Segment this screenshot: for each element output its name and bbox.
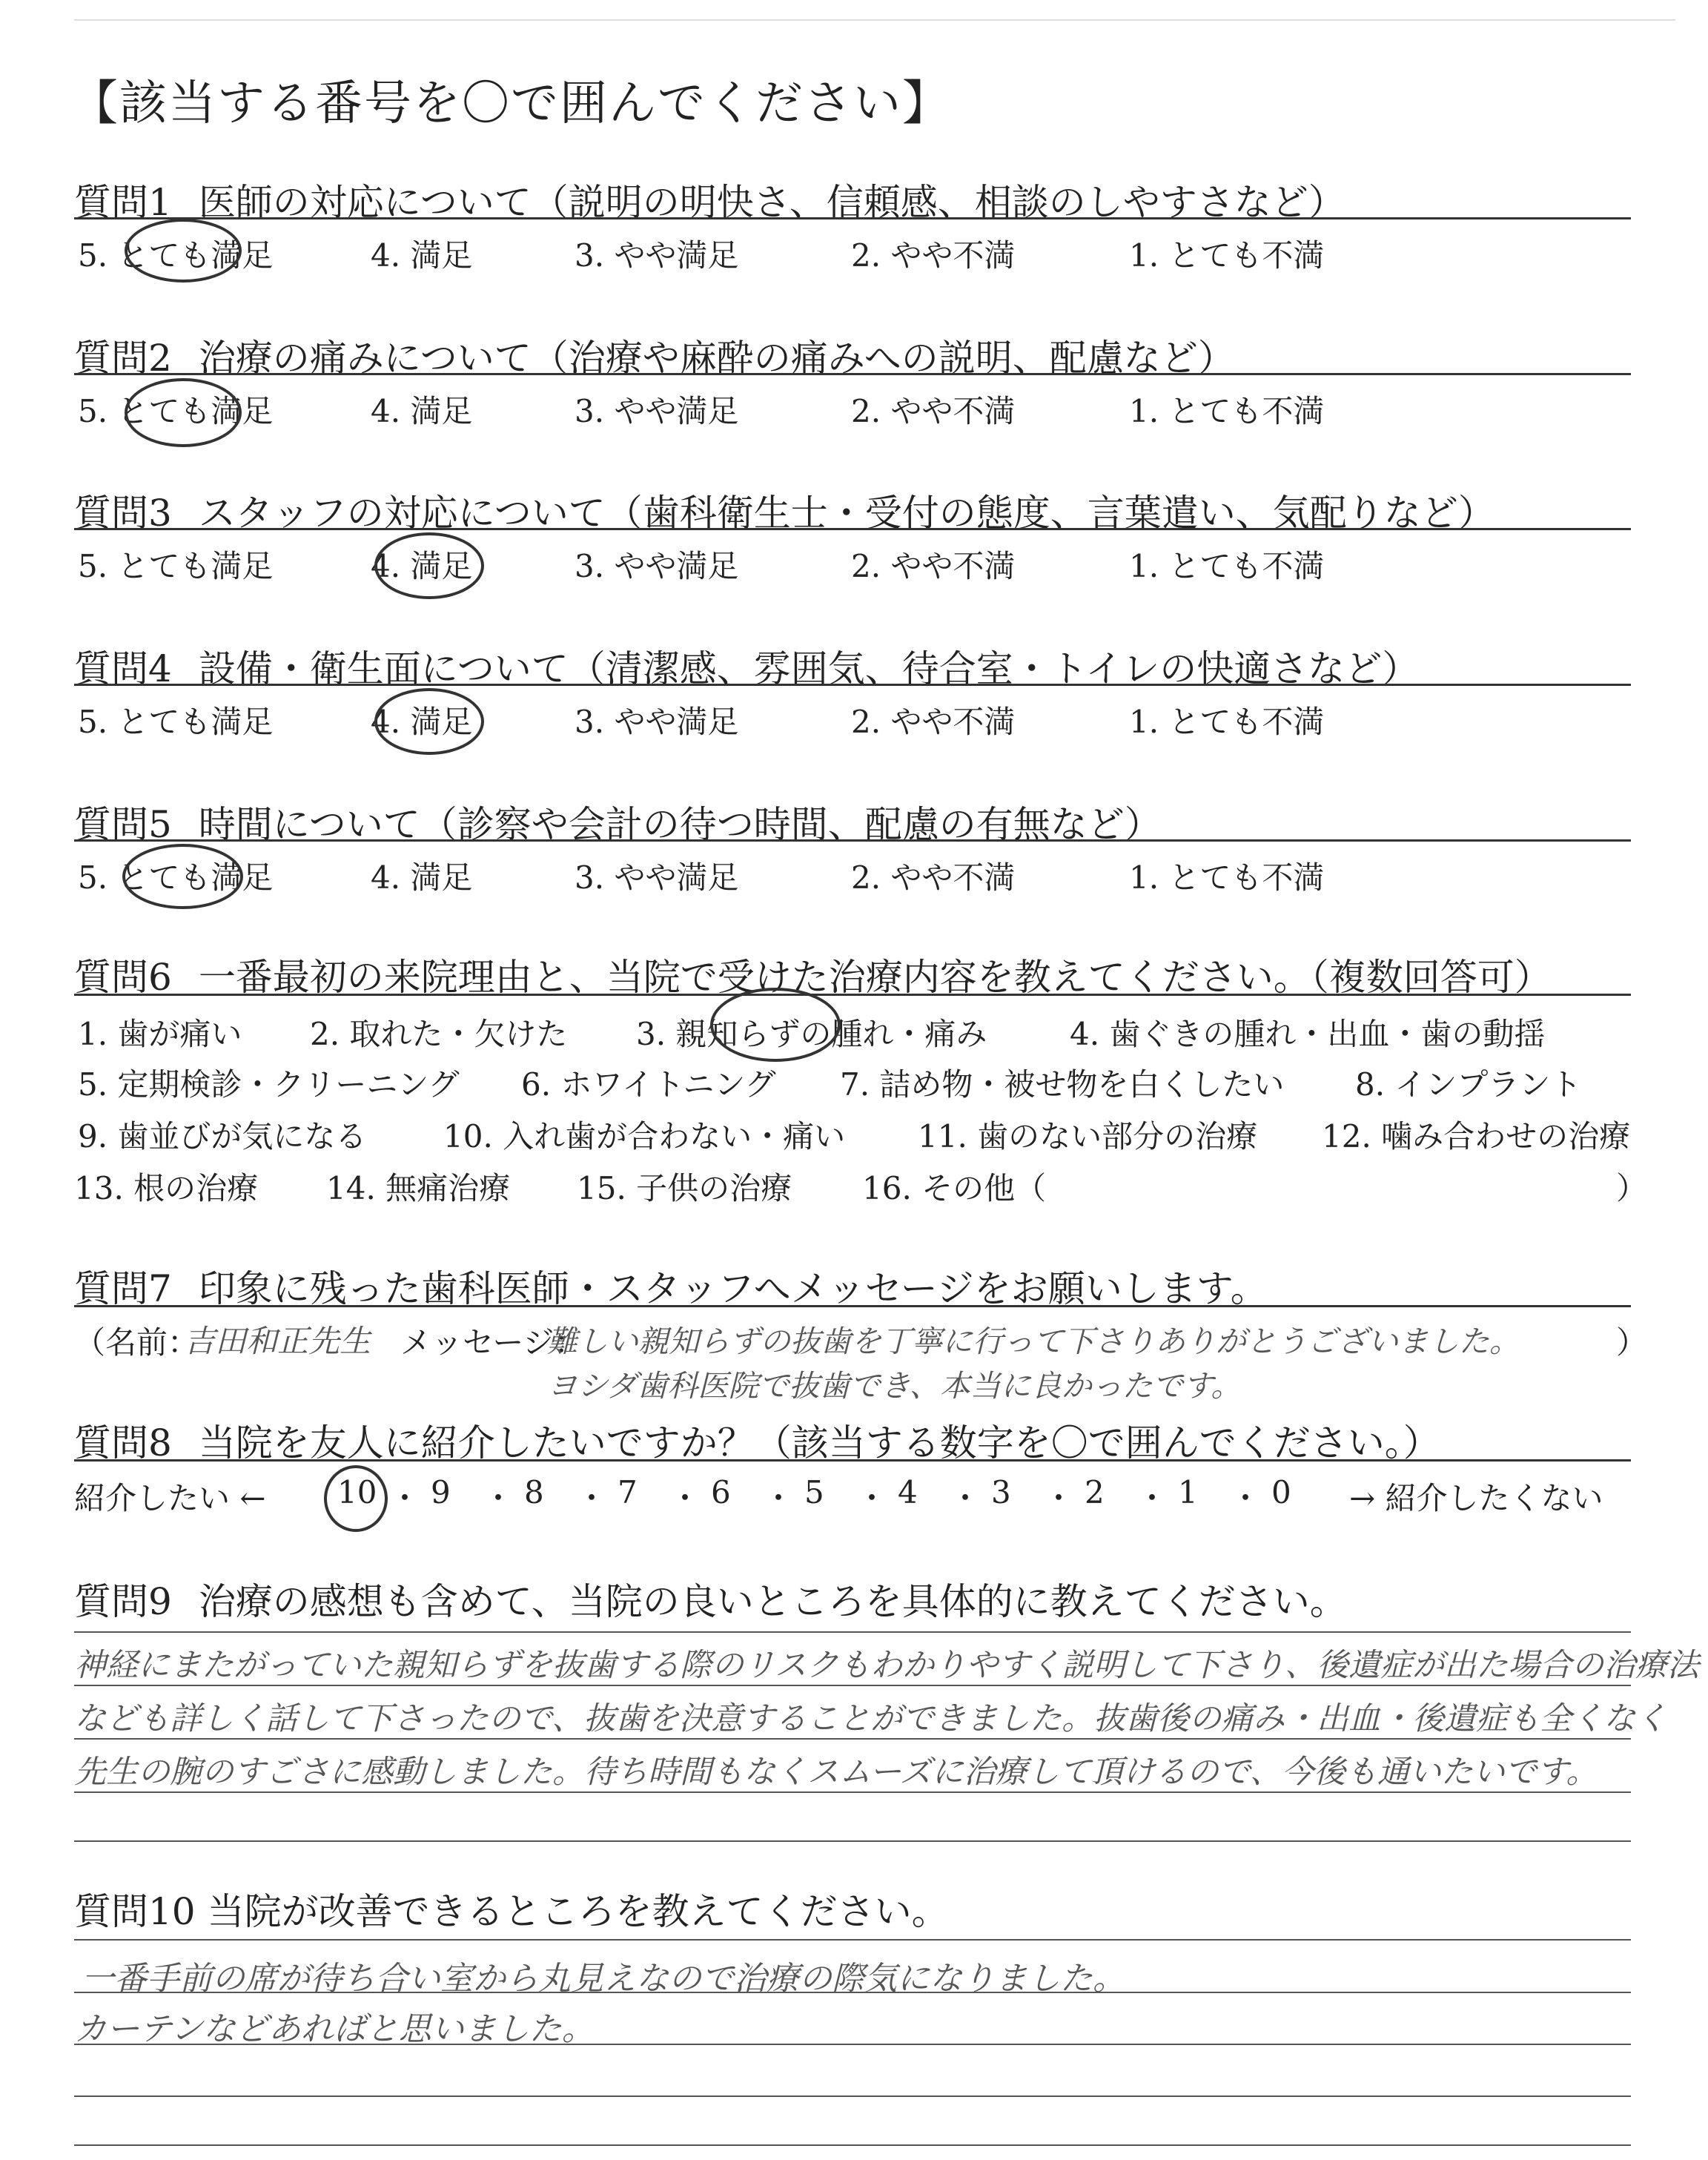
q3-rule: [74, 528, 1631, 530]
q4-option-3[interactable]: 3. やや満足: [575, 704, 739, 740]
q6-option-16[interactable]: 16. その他（: [862, 1170, 1047, 1206]
q8-scale-value[interactable]: 5: [804, 1474, 824, 1510]
q7-close: ）: [1616, 1324, 1648, 1361]
q10-question: [74, 1882, 949, 1935]
q8-scale-value[interactable]: 1: [1178, 1474, 1198, 1510]
q8-scale-separator: ・: [856, 1480, 888, 1516]
q5-option-1[interactable]: 1. とても不満: [1129, 859, 1325, 896]
q8-scale-value[interactable]: 7: [618, 1474, 638, 1510]
q10-answer-line-2: カーテンなどあればと思いました。: [74, 2010, 595, 2048]
q9-rule-2: [74, 1738, 1631, 1740]
q8-scale-separator: ・: [1136, 1480, 1168, 1516]
q10-rule-2: [74, 2044, 1631, 2045]
q8-scale-value[interactable]: 6: [711, 1474, 731, 1510]
q10-label: 質問10: [74, 1890, 196, 1933]
q6-answer-circle: [710, 988, 841, 1062]
q2-label: 質問2: [74, 337, 172, 380]
q6-option-15[interactable]: 15. 子供の治療: [577, 1170, 792, 1206]
q9-rule-3: [74, 1791, 1631, 1793]
top-edge-line: [74, 19, 1675, 21]
q1-option-4[interactable]: 4. 満足: [371, 237, 473, 274]
q6-other-close: ）: [1616, 1170, 1648, 1206]
q7-message-prefix: メッセージ：: [400, 1324, 586, 1361]
q10-rule-4: [74, 2144, 1631, 2146]
q8-left-label: 紹介したい ←: [74, 1480, 266, 1516]
q3-option-5[interactable]: 5. とても満足: [78, 548, 274, 584]
q9-rule-1: [74, 1685, 1631, 1686]
form-title: 【該当する番号を〇で囲んでください】: [70, 76, 951, 131]
q8-scale-separator: ・: [950, 1480, 982, 1516]
q6-option-11[interactable]: 11. 歯のない部分の治療: [918, 1118, 1258, 1155]
q9-label: 質問9: [74, 1580, 172, 1623]
q6-option-9[interactable]: 9. 歯並びが気になる: [78, 1118, 367, 1155]
q4-option-1[interactable]: 1. とても不満: [1129, 704, 1325, 740]
q3-option-3[interactable]: 3. やや満足: [575, 548, 739, 584]
q3-answer-circle: [374, 532, 484, 599]
q2-option-1[interactable]: 1. とても不満: [1129, 393, 1325, 429]
q6-option-14[interactable]: 14. 無痛治療: [326, 1170, 511, 1206]
q2-option-4[interactable]: 4. 満足: [371, 393, 473, 429]
q6-option-8[interactable]: 8. インプラント: [1355, 1066, 1582, 1103]
q9-answer-line-1: 神経にまたがっていた親知らずを抜歯する際のリスクもわかりやすく説明して下さり、後遺症が出た場合の治療法: [74, 1647, 1700, 1684]
q7-message-line2: ヨシダ歯科医院で抜歯でき、本当に良かったです。: [547, 1368, 1242, 1404]
q5-text: 時間について（診察や会計の待つ時間、配慮の有無など）: [198, 803, 1162, 846]
q7-text: 印象に残った歯科医師・スタッフへメッセージをお願いします。: [198, 1267, 1268, 1310]
q7-name-value: 吉田和正先生: [184, 1323, 371, 1359]
q4-label: 質問4: [74, 647, 172, 690]
q6-option-6[interactable]: 6. ホワイトニング: [521, 1066, 776, 1103]
q3-option-1[interactable]: 1. とても不満: [1129, 548, 1325, 584]
q5-label: 質問5: [74, 803, 172, 846]
q5-option-5[interactable]: 5. とても満足: [78, 859, 274, 896]
q2-answer-circle: [125, 378, 242, 447]
q9-answer-line-3: 先生の腕のすごさに感動しました。待ち時間もなくスムーズに治療して頂けるので、今後も通いたいです。: [74, 1754, 1598, 1791]
q1-option-5[interactable]: 5. とても満足: [78, 237, 274, 274]
q1-option-1[interactable]: 1. とても不満: [1129, 237, 1325, 274]
q1-answer-circle: [125, 219, 242, 283]
q8-scale-value[interactable]: 9: [431, 1474, 451, 1510]
q8-rule: [74, 1459, 1631, 1462]
q8-text: 当院を友人に紹介したいですか？（該当する数字を〇で囲んでください。）: [198, 1421, 1440, 1464]
q6-rule: [74, 994, 1631, 996]
q8-label: 質問8: [74, 1421, 172, 1464]
q9-answer-line-2: なども詳しく話して下さったので、抜歯を決意することができました。抜歯後の痛み・出血・後遺症も全くなく: [74, 1700, 1668, 1737]
q4-text: 設備・衛生面について（清潔感、雰囲気、待合室・トイレの快適さなど）: [198, 647, 1420, 690]
q5-answer-circle: [122, 844, 243, 909]
q4-rule: [74, 684, 1631, 686]
q2-rule: [74, 373, 1631, 375]
q1-label: 質問1: [74, 181, 172, 224]
q10-text: 当院が改善できるところを教えてください。: [207, 1890, 949, 1933]
q8-scale-value[interactable]: 8: [524, 1474, 544, 1510]
q3-label: 質問3: [74, 492, 172, 535]
q7-name-prefix: （名前：: [74, 1324, 199, 1361]
q3-option-4[interactable]: 4. 満足: [371, 548, 473, 584]
q8-scale-separator: ・: [763, 1480, 795, 1516]
q9-rule-0: [74, 1631, 1631, 1633]
q5-option-3[interactable]: 3. やや満足: [575, 859, 739, 896]
q4-answer-circle: [374, 688, 484, 755]
q1-option-2[interactable]: 2. やや不満: [851, 237, 1016, 274]
q2-option-3[interactable]: 3. やや満足: [575, 393, 739, 429]
q10-rule-1: [74, 1992, 1631, 1993]
q8-scale-separator: ・: [1043, 1480, 1075, 1516]
q8-scale-value[interactable]: 3: [991, 1474, 1011, 1510]
q2-option-5[interactable]: 5. とても満足: [78, 393, 274, 429]
q8-answer-circle: [324, 1465, 388, 1532]
q4-option-2[interactable]: 2. やや不満: [851, 704, 1016, 740]
q8-scale-value[interactable]: 0: [1271, 1474, 1291, 1510]
q10-rule-0: [74, 1939, 1631, 1941]
q6-option-3[interactable]: 3. 親知らずの腫れ・痛み: [636, 1016, 987, 1052]
q8-scale-separator: ・: [483, 1480, 514, 1516]
q7-rule: [74, 1305, 1631, 1307]
q6-option-5[interactable]: 5. 定期検診・クリーニング: [78, 1066, 460, 1103]
q5-option-4[interactable]: 4. 満足: [371, 859, 473, 896]
q6-option-12[interactable]: 12. 噛み合わせの治療: [1322, 1118, 1631, 1155]
q6-option-7[interactable]: 7. 詰め物・被せ物を白くしたい: [840, 1066, 1285, 1103]
q10-answer-line-1: 一番手前の席が待ち合い室から丸見えなので治療の際気になりました。: [82, 1960, 1125, 1998]
q5-rule: [74, 839, 1631, 842]
q8-scale-separator: ・: [389, 1480, 421, 1516]
q6-option-1[interactable]: 1. 歯が痛い: [78, 1016, 242, 1052]
q6-label: 質問6: [74, 956, 172, 999]
q2-text: 治療の痛みについて（治療や麻酔の痛みへの説明、配慮など）: [198, 337, 1235, 380]
q10-rule-3: [74, 2095, 1631, 2097]
q9-question: [74, 1572, 1347, 1625]
q4-option-5[interactable]: 5. とても満足: [78, 704, 274, 740]
q6-option-4[interactable]: 4. 歯ぐきの腫れ・出血・歯の動揺: [1070, 1016, 1546, 1052]
q6-option-10[interactable]: 10. 入れ歯が合わない・痛い: [443, 1118, 846, 1155]
q9-rule-4: [74, 1840, 1631, 1842]
q6-option-13[interactable]: 13. 根の治療: [74, 1170, 259, 1206]
q6-text: 一番最初の来院理由と、当院で受けた治療内容を教えてください。（複数回答可）: [198, 956, 1552, 999]
q6-option-2[interactable]: 2. 取れた・欠けた: [310, 1016, 568, 1052]
q8-scale-separator: ・: [1230, 1480, 1262, 1516]
q7-message-line1: 難しい親知らずの抜歯を丁寧に行って下さりありがとうございました。: [547, 1324, 1520, 1359]
q1-rule: [74, 217, 1631, 219]
q8-scale-value[interactable]: 4: [898, 1474, 918, 1510]
q7-label: 質問7: [74, 1267, 172, 1310]
q9-text: 治療の感想も含めて、当院の良いところを具体的に教えてください。: [198, 1580, 1347, 1623]
q3-option-2[interactable]: 2. やや不満: [851, 548, 1016, 584]
q8-scale-separator: ・: [576, 1480, 608, 1516]
q8-scale-separator: ・: [669, 1480, 701, 1516]
q1-option-3[interactable]: 3. やや満足: [575, 237, 739, 274]
q5-option-2[interactable]: 2. やや不満: [851, 859, 1016, 896]
q8-right-label: → 紹介したくない: [1349, 1480, 1603, 1516]
q3-text: スタッフの対応について（歯科衛生士・受付の態度、言葉遣い、気配りなど）: [198, 492, 1495, 535]
q4-option-4[interactable]: 4. 満足: [371, 704, 473, 740]
q8-scale-value[interactable]: 2: [1085, 1474, 1105, 1510]
q1-text: 医師の対応について（説明の明快さ、信頼感、相談のしやすさなど）: [198, 181, 1345, 224]
q8-scale-value[interactable]: 10: [337, 1474, 377, 1510]
q2-option-2[interactable]: 2. やや不満: [851, 393, 1016, 429]
